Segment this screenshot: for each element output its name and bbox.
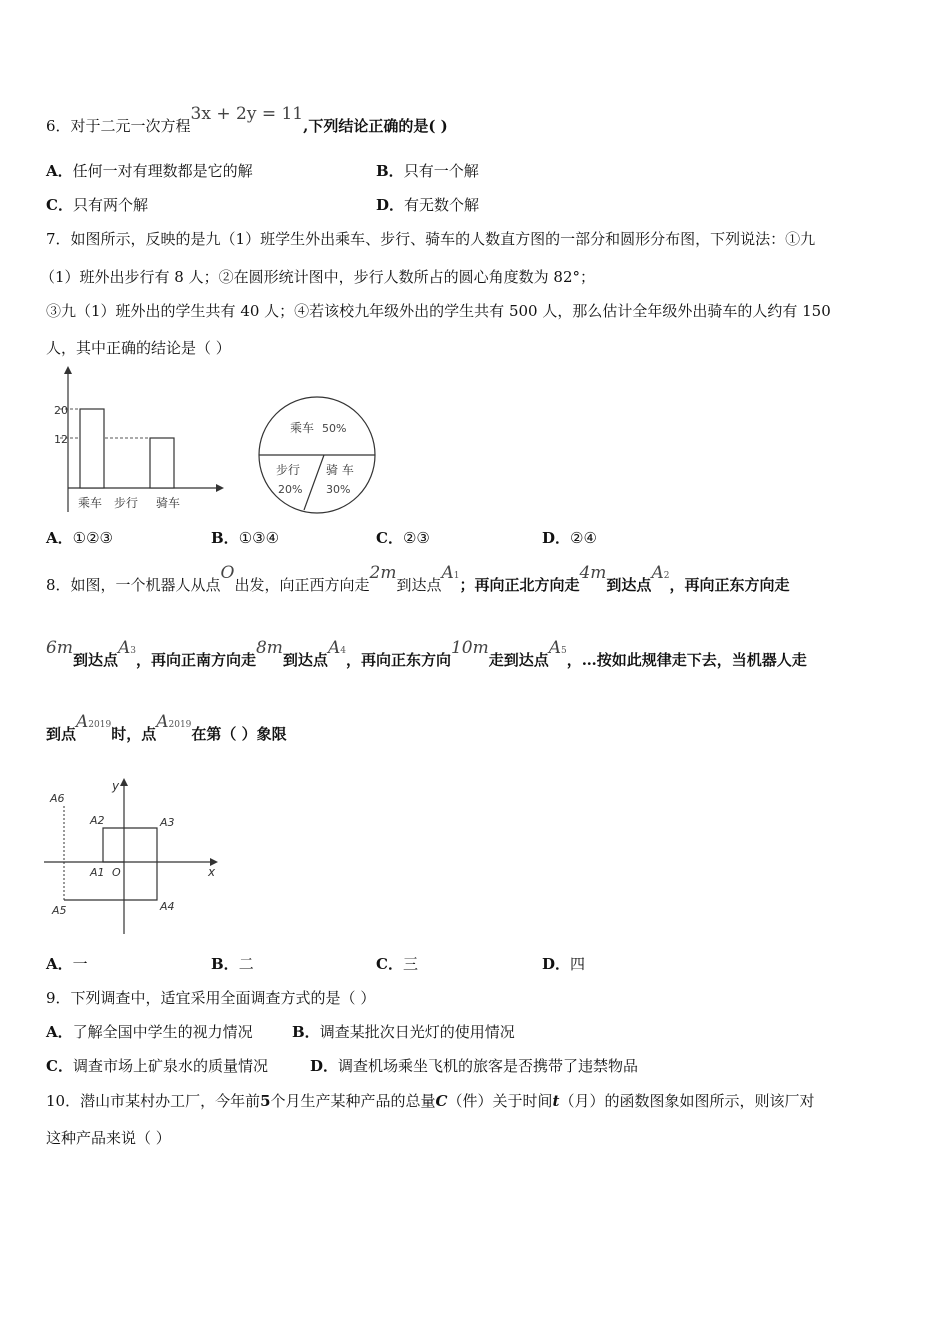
point-sub: 3 — [130, 646, 136, 656]
point-letter: A — [441, 563, 454, 583]
y-axis-arrow — [120, 778, 128, 786]
dist-6m: 6m — [46, 638, 73, 658]
option-text: 只有两个解 — [72, 196, 148, 214]
q10-line1 — [46, 1091, 814, 1111]
option-letter: B． — [211, 955, 239, 973]
q6-prefix: 6．对于二元一次方程 — [46, 117, 191, 135]
xtick-walk: 步行 — [114, 496, 139, 510]
q6-option-c[interactable] — [46, 195, 148, 215]
point-sub: 2019 — [168, 720, 192, 730]
q6-stem — [46, 104, 448, 136]
point-sub: 2 — [663, 571, 670, 581]
q7-line2: （1）班外出步行有 8 人；②在圆形统计图中，步行人数所占的圆心角度数为 82°； — [40, 268, 595, 286]
q9-option-b[interactable] — [292, 1022, 515, 1042]
q10-text: 个月生产某种产品的总量 — [270, 1092, 436, 1110]
ytick-20: 20 — [54, 404, 68, 417]
option-text: 有无数个解 — [404, 196, 480, 214]
q7-line1: 7．如图所示，反映的是九（1）班学生外出乘车、步行、骑车的人数直方图的一部分和圆形分布图，下列说法：①九 — [46, 230, 816, 248]
option-letter: D． — [542, 529, 571, 547]
q8-option-d[interactable] — [542, 954, 585, 974]
q8-text: 8．如图，一个机器人从点 — [46, 576, 221, 594]
option-text: ①②③ — [72, 529, 113, 547]
option-letter: D． — [542, 955, 571, 973]
point-a5 — [549, 638, 567, 658]
label-y: y — [112, 779, 120, 793]
dist-4m: 4m — [579, 563, 607, 583]
q7-line3: ③九（1）班外出的学生共有 40 人；④若该校九年级外出的学生共有 500 人，那么估计全年级外出骑车的人约有 150 — [46, 302, 831, 320]
q7-pie-chart — [252, 390, 382, 520]
option-letter: C． — [46, 1057, 73, 1075]
q8-line3 — [46, 712, 287, 747]
label-a3: A3 — [160, 816, 175, 829]
point-a2019 — [76, 712, 111, 732]
q8-line1 — [46, 563, 790, 598]
dist-2m: 2m — [369, 563, 397, 583]
point-letter: A — [76, 712, 89, 732]
q8-option-a[interactable] — [46, 954, 88, 974]
option-letter: D． — [376, 196, 405, 214]
q9-stem: 9．下列调查中，适宜采用全面调查方式的是（ ） — [46, 989, 376, 1007]
q6-option-b[interactable] — [376, 161, 479, 181]
q8-option-c[interactable] — [376, 954, 418, 974]
point-a2 — [651, 563, 669, 583]
point-sub: 2019 — [88, 720, 112, 730]
option-text: 调查某批次日光灯的使用情况 — [319, 1023, 515, 1041]
label-o: O — [112, 866, 121, 879]
point-sub: 4 — [340, 646, 346, 656]
q9-option-d[interactable] — [310, 1056, 638, 1076]
option-text: 只有一个解 — [403, 162, 479, 180]
option-text: 调查市场上矿泉水的质量情况 — [72, 1057, 268, 1075]
option-text: 调查机场乘坐飞机的旅客是否携带了违禁物品 — [338, 1057, 639, 1075]
point-sub: 5 — [561, 646, 567, 656]
option-letter: A． — [46, 955, 73, 973]
xtick-bike: 骑车 — [156, 496, 181, 510]
q10-text: （月）的函数图象如图所示，则该厂对 — [559, 1092, 815, 1110]
dist-10m: 10m — [450, 638, 489, 658]
option-letter: B． — [211, 529, 239, 547]
q8-line2 — [46, 638, 807, 673]
robot-path — [64, 828, 157, 900]
q10-line2: 这种产品来说（ ） — [46, 1129, 171, 1147]
bar-riding-bus — [80, 409, 104, 488]
q8-text: ，再向正东方向 — [345, 651, 451, 669]
q8-text: 出发，向正西方向走 — [234, 576, 370, 594]
point-letter: A — [548, 638, 562, 658]
q8-text: 到达点 — [72, 651, 118, 669]
q8-text: ，再向正南方向走 — [135, 651, 256, 669]
q8-text: ，…按如此规律走下去，当机器人走 — [566, 651, 807, 669]
label-a5: A5 — [52, 904, 67, 917]
option-text: 二 — [238, 955, 254, 973]
q10-text: （件）关于时间 — [447, 1092, 553, 1110]
q8-path-figure — [40, 774, 230, 944]
q6-option-d[interactable] — [376, 195, 479, 215]
option-letter: C． — [376, 529, 403, 547]
point-a3 — [118, 638, 136, 658]
q6-equation: 3x + 2y = 11 — [190, 104, 304, 124]
q10-var-t: t — [552, 1092, 560, 1110]
q8-option-b[interactable] — [211, 954, 254, 974]
q9-option-a[interactable] — [46, 1022, 253, 1042]
option-text: 了解全国中学生的视力情况 — [72, 1023, 253, 1041]
label-a4: A4 — [160, 900, 175, 913]
q7-option-d[interactable] — [542, 528, 597, 548]
option-text: ①③④ — [238, 529, 280, 547]
bar-cycling — [150, 438, 174, 488]
pie-label-bike: 骑 车 — [326, 463, 354, 477]
option-text: 三 — [402, 955, 418, 973]
option-letter: C． — [46, 196, 73, 214]
point-sub: 1 — [453, 571, 460, 581]
label-a1: A1 — [90, 866, 105, 879]
point-a1 — [441, 563, 459, 583]
point-a4 — [328, 638, 346, 658]
point-a2019-b — [156, 712, 191, 732]
point-letter: A — [117, 638, 131, 658]
dist-8m: 8m — [255, 638, 283, 658]
q8-text: 到点 — [46, 725, 77, 743]
ytick-12: 12 — [54, 433, 68, 446]
q8-text: 时，点 — [111, 725, 157, 743]
pie-percent-bus: 50% — [322, 422, 347, 435]
option-text: ②③ — [402, 529, 430, 547]
q8-text: 到达点 — [606, 576, 652, 594]
q8-text: 走到达点 — [488, 651, 549, 669]
q6-suffix: ,下列结论正确的是( ) — [303, 117, 448, 135]
q8-text: 到达点 — [396, 576, 442, 594]
point-o: O — [220, 563, 235, 583]
q6-option-a[interactable] — [46, 161, 253, 181]
q10-text: 10．潜山市某村办工厂，今年前 — [46, 1092, 261, 1110]
y-axis-arrow — [64, 366, 72, 374]
option-letter: B． — [292, 1023, 320, 1041]
option-text: 一 — [72, 955, 88, 973]
q8-text: 到达点 — [282, 651, 328, 669]
q7-option-c[interactable] — [376, 528, 430, 548]
q10-number: 5 — [260, 1092, 271, 1110]
label-x: x — [208, 865, 216, 879]
q7-histogram — [40, 364, 230, 524]
q7-option-b[interactable] — [211, 528, 279, 548]
option-text: 四 — [570, 955, 586, 973]
label-a6: A6 — [50, 792, 65, 805]
q9-option-c[interactable] — [46, 1056, 268, 1076]
option-letter: A． — [46, 162, 73, 180]
option-letter: A． — [46, 1023, 73, 1041]
q7-option-a[interactable] — [46, 528, 113, 548]
pie-percent-walk: 20% — [278, 483, 303, 496]
pie-percent-bike: 30% — [326, 483, 351, 496]
option-letter: C． — [376, 955, 403, 973]
q8-text: ；再向正北方向走 — [459, 576, 580, 594]
option-letter: D． — [310, 1057, 339, 1075]
point-letter: A — [327, 638, 341, 658]
q10-var-c: C — [435, 1092, 448, 1110]
point-letter: A — [156, 712, 169, 732]
label-a2: A2 — [90, 814, 105, 827]
q7-line4: 人，其中正确的结论是（ ） — [46, 339, 231, 357]
option-letter: B． — [376, 162, 404, 180]
option-text: 任何一对有理数都是它的解 — [72, 162, 253, 180]
q8-text: 在第（ ）象限 — [191, 725, 287, 743]
point-letter: A — [651, 563, 664, 583]
option-letter: A． — [46, 529, 73, 547]
xtick-bus: 乘车 — [78, 496, 103, 510]
option-text: ②④ — [570, 529, 597, 547]
pie-label-walk: 步行 — [276, 463, 301, 477]
pie-label-bus: 乘车 — [290, 421, 315, 435]
q8-text: ，再向正东方向走 — [669, 576, 790, 594]
x-axis-arrow — [216, 484, 224, 492]
